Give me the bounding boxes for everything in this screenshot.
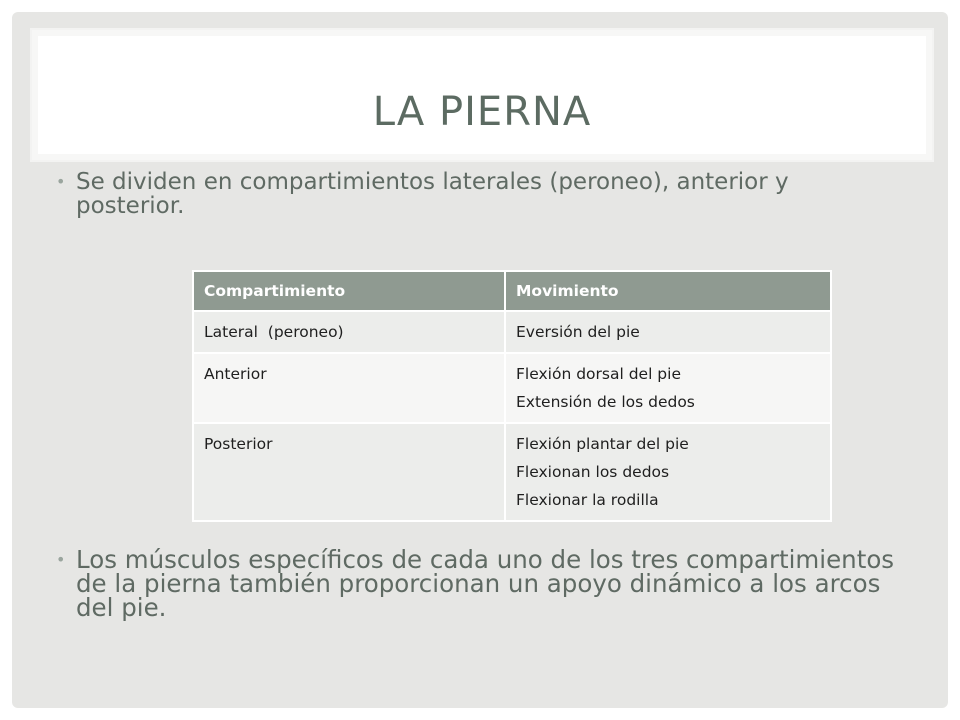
slide-title: LA PIERNA — [372, 89, 592, 135]
table-row — [193, 423, 831, 521]
table-header-row — [193, 271, 831, 311]
compartment-table — [192, 270, 832, 522]
bullet-1 — [56, 169, 836, 219]
bullet-2-text: Los músculos específicos de cada uno de los tres compartimientos de la pierna también proporcionan un apoyo dinámico a los arcos del pie. — [76, 545, 895, 622]
cell-compartimiento: Posterior — [193, 423, 505, 521]
movement-line: Flexionan los dedos — [516, 463, 670, 481]
bullet-1-text: Se dividen en compartimientos laterales (peroneo), anterior y posterior. — [76, 169, 789, 219]
table-row — [193, 353, 831, 423]
cell-compartimiento: Anterior — [193, 353, 505, 423]
cell-movimiento — [505, 353, 831, 423]
slide — [12, 12, 948, 708]
cell-movimiento — [505, 311, 831, 353]
movement-line: Eversión del pie — [516, 323, 640, 341]
movement-line: Flexionar la rodilla — [516, 491, 659, 509]
bullet-dot-icon: • — [56, 550, 66, 569]
title-box — [30, 28, 934, 162]
header-compartimiento: Compartimiento — [193, 271, 505, 311]
cell-movimiento — [505, 423, 831, 521]
movement-line: Flexión plantar del pie — [516, 435, 689, 453]
table-row — [193, 311, 831, 353]
movement-line: Flexión dorsal del pie — [516, 365, 681, 383]
movement-line: Extensión de los dedos — [516, 393, 695, 411]
header-movimiento: Movimiento — [505, 271, 831, 311]
cell-compartimiento: Lateral (peroneo) — [193, 311, 505, 353]
bullet-dot-icon: • — [56, 172, 66, 191]
bullet-2 — [56, 545, 896, 622]
